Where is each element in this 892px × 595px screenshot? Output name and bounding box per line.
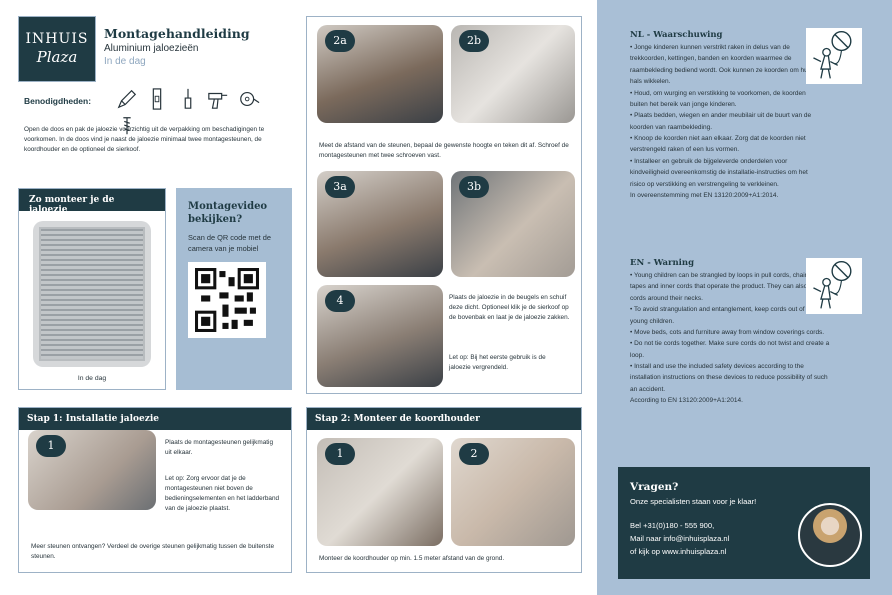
step4-text: Plaats de jaloezie in de beugels en schuif deze dicht. Optioneel klik je de sierkoof op de bovenbak en laat je de jaloezie zakken. (449, 294, 570, 321)
step2-panel (306, 407, 582, 573)
step1-text-b: Let op: Zorg ervoor dat je de montagesteunen niet boven de bedieningselementen en het ladderband van de jaloezie plaatst. (165, 475, 280, 512)
step1-footer: Meer steunen ontvangen? Verdeel de overige steunen gelijkmatig tussen de buitenste steunen. (31, 543, 275, 560)
warning-en-heading: EN - Warning (630, 258, 695, 268)
step4-note: Let op: Bij het eerste gebruik is de jaloezie vergrendeld. (449, 354, 546, 371)
photo-3b (451, 171, 575, 277)
warning-en (630, 258, 830, 407)
contact-box (618, 467, 870, 579)
contact-phone[interactable]: Bel +31(0)180 - 555 900, (630, 521, 715, 530)
step1-heading: Stap 1: Installatie jaloezie (19, 408, 291, 430)
pencil-icon (116, 88, 138, 110)
contact-subheading: Onze specialisten staan voor je klaar! (630, 497, 757, 506)
warning-en-item: According to EN 13120:2009+A1:2014. (630, 397, 743, 405)
video-text: Scan de QR code met de camera van je mobiel (188, 233, 271, 254)
contact-heading: Vragen? (630, 481, 679, 493)
video-heading: Montagevideo bekijken? (188, 201, 268, 225)
step1-photo (28, 430, 156, 510)
tools-label: Benodigdheden: (24, 96, 92, 106)
warning-nl-item: • Jonge kinderen kunnen verstrikt raken in delus van de trekkoorden, kettingen, banden en koorden waarmee de raambekleding bediend wordt. Ook kunnen ze koorden om hun hals wikkelen. (630, 44, 812, 86)
warning-nl-heading: NL - Waarschuwing (630, 30, 723, 40)
badge-3b: 3b (459, 176, 489, 198)
step2-photo-2 (451, 438, 575, 546)
photo-4 (317, 285, 443, 387)
drill-icon (207, 88, 229, 110)
contact-mail[interactable]: Mail naar info@inhuisplaza.nl (630, 533, 730, 543)
how-mount-caption: In de dag (77, 375, 107, 382)
warning-nl-item: • Installeer en gebruik de bijgeleverde onderdelen voor kindveiligheid overeenkomstig de installatie-instructies om het risico op verstikking en verstrengeling te verkleinen. (630, 157, 808, 188)
warning-nl (630, 30, 816, 201)
photo-2b (451, 25, 575, 123)
photo-3a (317, 171, 443, 277)
badge-2a: 2a (325, 30, 355, 52)
warning-en-item: • To avoid strangulation and entanglement, keep cords out of reach of young children. (630, 306, 830, 325)
step2-badge-1: 1 (325, 443, 355, 465)
badge-4: 4 (325, 290, 355, 312)
blind-illustration (33, 221, 151, 367)
step2-text: Meet de afstand van de steunen, bepaal de gewenste hoogte en teken dit af. Schroef de montagesteunen met twee schroeven vast. (319, 142, 569, 159)
how-mount-heading: Zo monteer je de jaloezie (19, 189, 165, 211)
variant-label: In de dag (104, 56, 146, 67)
spirit-level-icon (146, 88, 168, 110)
warning-nl-item: • Houd, om wurging en verstikking te voorkomen, de koorden buiten het bereik van jonge kinderen. (630, 89, 806, 108)
warning-en-item: • Young children can be strangled by loops in pull cords, chains, tapes and inner cords that operate the product. They can also wrap cords around their necks. (630, 272, 824, 302)
step2-caption: Monteer de koordhouder op min. 1.5 meter afstand van de grond. (319, 555, 505, 562)
photo-2a (317, 25, 443, 123)
tape-measure-icon (238, 88, 260, 110)
step2-badge-2: 2 (459, 443, 489, 465)
steps-top-panel (306, 16, 582, 394)
logo-line1: INHUIS (25, 31, 89, 47)
step2-heading: Stap 2: Monteer de koordhouder (307, 408, 581, 430)
warning-en-item: • Move beds, cots and furniture away from window coverings cords. (630, 328, 825, 336)
how-mount-panel (18, 188, 166, 390)
warning-nl-item: • Knoop de koorden niet aan elkaar. Zorg dat de koorden niet verstrengeld raken of een lus vormen. (630, 135, 806, 154)
screwdriver-icon (177, 88, 199, 110)
page-title: Montagehandleiding (104, 26, 250, 41)
contact-web[interactable]: of kijk op www.inhuisplaza.nl (630, 546, 727, 556)
warning-en-item: • Install and use the included safety devices according to the installation instructions on these devices to reduce possibility of such an accident. (630, 363, 828, 393)
badge-3a: 3a (325, 176, 355, 198)
qr-code-icon[interactable] (188, 262, 266, 338)
step1-text-a: Plaats de montagesteunen gelijkmatig uit elkaar. (165, 439, 273, 456)
logo-line2: Plaza (36, 48, 78, 66)
avatar (798, 503, 862, 567)
intro-text: Open de doos en pak de jaloezie voorzichtig uit de verpakking om beschadigingen te voorkomen. In de doos vind je naast de jaloezie minimaal twee montagesteunen, de koordhouder en de optioneel de sierkoof. (24, 126, 265, 153)
badge-2b: 2b (459, 30, 489, 52)
warning-nl-item: • Plaats bedden, wiegen en ander meubilair uit de buurt van de koorden van raambekleding. (630, 112, 812, 131)
logo (18, 16, 96, 82)
step2-photo-1 (317, 438, 443, 546)
page-subtitle: Aluminium jaloezieën (104, 43, 199, 54)
video-panel (176, 188, 292, 390)
child-warning-icon-en (806, 258, 862, 314)
step1-badge: 1 (36, 435, 66, 457)
warning-nl-item: In overeenstemming met EN 13120:2009+A1:2014. (630, 191, 779, 199)
child-warning-icon (806, 28, 862, 84)
step1-panel (18, 407, 292, 573)
tools-row (116, 88, 286, 114)
warning-en-item: • Do not tie cords together. Make sure cords do not twist and create a loop. (630, 340, 830, 359)
